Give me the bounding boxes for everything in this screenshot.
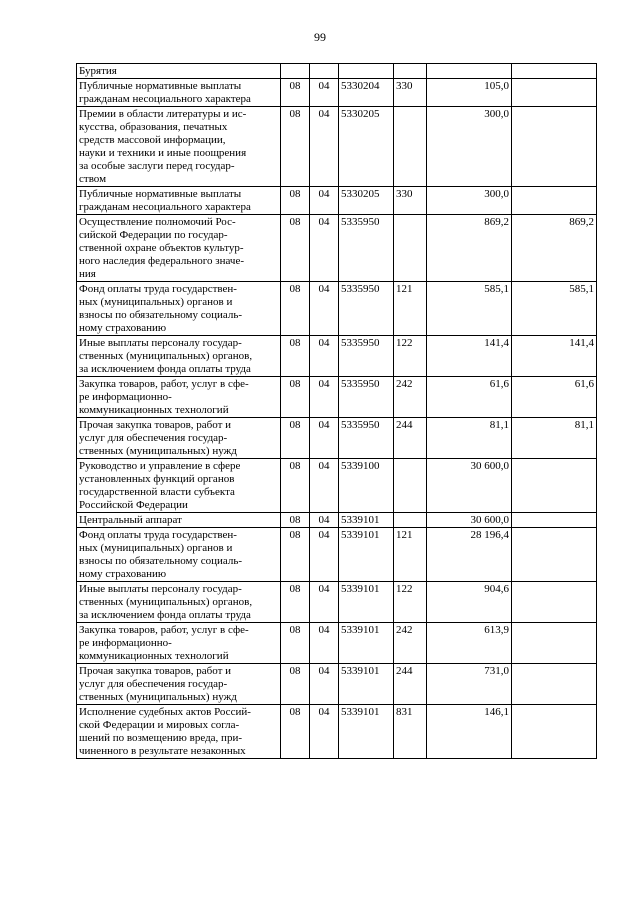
item-name-line: ного наследия федерального значе- — [79, 255, 244, 267]
subsection-code-cell: 04 — [310, 107, 339, 187]
empty-cell — [427, 64, 512, 79]
target-article-cell: 5339101 — [339, 705, 394, 759]
table-row — [77, 187, 597, 215]
delegated-amount-cell — [512, 582, 597, 623]
table-row — [77, 582, 597, 623]
amount-cell: 105,0 — [427, 79, 512, 107]
item-name-cell — [77, 459, 281, 513]
delegated-amount-cell: 61,6 — [512, 377, 597, 418]
target-article-cell: 5330205 — [339, 107, 394, 187]
item-name-line: сийской Федерации по государ- — [79, 229, 228, 241]
item-name-line: ской Федерации и мировых согла- — [79, 719, 240, 731]
item-name-line: гражданам несоциального характера — [79, 93, 251, 105]
expense-type-cell: 122 — [394, 582, 427, 623]
item-name-line: ных (муниципальных) органов и — [79, 542, 233, 554]
table-row — [77, 513, 597, 528]
item-name-cell — [77, 107, 281, 187]
delegated-amount-cell: 585,1 — [512, 282, 597, 336]
item-name-line: взносы по обязательному социаль- — [79, 309, 243, 321]
item-name-line: кусства, образования, печатных — [79, 121, 228, 133]
subsection-code-cell: 04 — [310, 664, 339, 705]
target-article-cell: 5339101 — [339, 528, 394, 582]
delegated-amount-cell — [512, 107, 597, 187]
delegated-amount-cell — [512, 705, 597, 759]
item-name-line: Иные выплаты персоналу государ- — [79, 583, 242, 595]
subsection-code-cell: 04 — [310, 282, 339, 336]
delegated-amount-cell — [512, 664, 597, 705]
item-name-line: Прочая закупка товаров, работ и — [79, 665, 232, 677]
target-article-cell: 5335950 — [339, 377, 394, 418]
table-row — [77, 418, 597, 459]
expense-type-cell: 121 — [394, 528, 427, 582]
amount-cell: 300,0 — [427, 187, 512, 215]
item-name-line: Иные выплаты персоналу государ- — [79, 337, 242, 349]
table-row — [77, 215, 597, 282]
region-name-cell: Бурятия — [77, 64, 281, 79]
amount-cell: 141,4 — [427, 336, 512, 377]
item-name-line: Закупка товаров, работ, услуг в сфе- — [79, 378, 249, 390]
item-name-line: ния — [79, 268, 96, 280]
table-row — [77, 282, 597, 336]
table-row — [77, 664, 597, 705]
table-row — [77, 336, 597, 377]
target-article-cell: 5335950 — [339, 215, 394, 282]
amount-cell: 81,1 — [427, 418, 512, 459]
subsection-code-cell: 04 — [310, 187, 339, 215]
table-row — [77, 107, 597, 187]
item-name-line: взносы по обязательному социаль- — [79, 555, 243, 567]
section-code-cell: 08 — [281, 664, 310, 705]
subsection-code-cell: 04 — [310, 528, 339, 582]
delegated-amount-cell — [512, 528, 597, 582]
target-article-cell: 5335950 — [339, 282, 394, 336]
expense-type-cell — [394, 459, 427, 513]
section-code-cell: 08 — [281, 459, 310, 513]
section-code-cell: 08 — [281, 623, 310, 664]
target-article-cell: 5339101 — [339, 623, 394, 664]
amount-cell: 30 600,0 — [427, 513, 512, 528]
section-code-cell: 08 — [281, 282, 310, 336]
section-code-cell: 08 — [281, 377, 310, 418]
item-name-line: ному страхованию — [79, 322, 167, 334]
item-name-line: коммуникационных технологий — [79, 650, 229, 662]
page-number: 99 — [314, 30, 326, 44]
delegated-amount-cell — [512, 79, 597, 107]
delegated-amount-cell: 81,1 — [512, 418, 597, 459]
section-code-cell: 08 — [281, 418, 310, 459]
budget-table — [76, 63, 597, 759]
delegated-amount-cell — [512, 459, 597, 513]
item-name-line: ственных (муниципальных) нужд — [79, 445, 237, 457]
table-row — [77, 528, 597, 582]
expense-type-cell: 244 — [394, 664, 427, 705]
empty-cell — [281, 64, 310, 79]
item-name-cell — [77, 187, 281, 215]
item-name-line: чиненного в результате незаконных — [79, 745, 246, 757]
expense-type-cell: 242 — [394, 623, 427, 664]
table-row — [77, 377, 597, 418]
item-name-line: Фонд оплаты труда государствен- — [79, 283, 237, 295]
expense-type-cell: 122 — [394, 336, 427, 377]
target-article-cell: 5339101 — [339, 664, 394, 705]
target-article-cell: 5335950 — [339, 418, 394, 459]
item-name-line: Закупка товаров, работ, услуг в сфе- — [79, 624, 249, 636]
item-name-line: Прочая закупка товаров, работ и — [79, 419, 232, 431]
item-name-line: средств массовой информации, — [79, 134, 226, 146]
target-article-cell: 5339101 — [339, 513, 394, 528]
item-name-line: ственных (муниципальных) органов, — [79, 596, 253, 608]
subsection-code-cell: 04 — [310, 459, 339, 513]
item-name-cell — [77, 377, 281, 418]
item-name-cell — [77, 528, 281, 582]
item-name-cell — [77, 582, 281, 623]
item-name-line: ством — [79, 173, 107, 185]
item-name-line: Фонд оплаты труда государствен- — [79, 529, 237, 541]
subsection-code-cell: 04 — [310, 513, 339, 528]
item-name-line: Центральный аппарат — [79, 514, 182, 526]
target-article-cell: 5339100 — [339, 459, 394, 513]
subsection-code-cell: 04 — [310, 336, 339, 377]
section-code-cell: 08 — [281, 215, 310, 282]
subsection-code-cell: 04 — [310, 582, 339, 623]
subsection-code-cell: 04 — [310, 418, 339, 459]
target-article-cell: 5330205 — [339, 187, 394, 215]
item-name-line: коммуникационных технологий — [79, 404, 229, 416]
item-name-cell — [77, 623, 281, 664]
item-name-line: ственных (муниципальных) нужд — [79, 691, 237, 703]
empty-cell — [310, 64, 339, 79]
item-name-line: Премии в области литературы и ис- — [79, 108, 247, 120]
target-article-cell: 5339101 — [339, 582, 394, 623]
item-name-line: ных (муниципальных) органов и — [79, 296, 233, 308]
item-name-cell — [77, 664, 281, 705]
item-name-line: установленных функций органов — [79, 473, 235, 485]
amount-cell: 61,6 — [427, 377, 512, 418]
item-name-cell — [77, 282, 281, 336]
delegated-amount-cell — [512, 187, 597, 215]
table-body — [77, 64, 597, 759]
item-name-line: Исполнение судебных актов Россий- — [79, 706, 251, 718]
section-code-cell: 08 — [281, 107, 310, 187]
item-name-line: ре информационно- — [79, 391, 172, 403]
target-article-cell: 5330204 — [339, 79, 394, 107]
empty-cell — [394, 64, 427, 79]
section-code-cell: 08 — [281, 187, 310, 215]
item-name-line: за особые заслуги перед государ- — [79, 160, 235, 172]
item-name-line: гражданам несоциального характера — [79, 201, 251, 213]
item-name-cell — [77, 215, 281, 282]
item-name-line: ре информационно- — [79, 637, 172, 649]
expense-type-cell: 244 — [394, 418, 427, 459]
item-name-line: ному страхованию — [79, 568, 167, 580]
delegated-amount-cell: 869,2 — [512, 215, 597, 282]
section-code-cell: 08 — [281, 79, 310, 107]
item-name-cell — [77, 79, 281, 107]
section-code-cell: 08 — [281, 582, 310, 623]
amount-cell: 904,6 — [427, 582, 512, 623]
delegated-amount-cell — [512, 623, 597, 664]
amount-cell: 869,2 — [427, 215, 512, 282]
item-name-line: Публичные нормативные выплаты — [79, 80, 242, 92]
amount-cell: 731,0 — [427, 664, 512, 705]
expense-type-cell: 121 — [394, 282, 427, 336]
expense-type-cell: 330 — [394, 187, 427, 215]
item-name-cell — [77, 513, 281, 528]
item-name-line: услуг для обеспечения государ- — [79, 432, 228, 444]
section-code-cell: 08 — [281, 513, 310, 528]
amount-cell: 585,1 — [427, 282, 512, 336]
expense-type-cell: 242 — [394, 377, 427, 418]
expense-type-cell — [394, 513, 427, 528]
target-article-cell: 5335950 — [339, 336, 394, 377]
item-name-line: шений по возмещению вреда, при- — [79, 732, 242, 744]
item-name-line: государственной власти субъекта — [79, 486, 235, 498]
item-name-line: за исключением фонда оплаты труда — [79, 609, 251, 621]
expense-type-cell: 831 — [394, 705, 427, 759]
table-row — [77, 623, 597, 664]
empty-cell — [339, 64, 394, 79]
expense-type-cell — [394, 215, 427, 282]
section-code-cell: 08 — [281, 336, 310, 377]
amount-cell: 146,1 — [427, 705, 512, 759]
table-row — [77, 705, 597, 759]
table-row — [77, 459, 597, 513]
amount-cell: 613,9 — [427, 623, 512, 664]
amount-cell: 30 600,0 — [427, 459, 512, 513]
item-name-line: Руководство и управление в сфере — [79, 460, 241, 472]
item-name-cell — [77, 418, 281, 459]
item-name-line: Осуществление полномочий Рос- — [79, 216, 236, 228]
expense-type-cell — [394, 107, 427, 187]
table-row-region — [77, 64, 597, 79]
subsection-code-cell: 04 — [310, 215, 339, 282]
section-code-cell: 08 — [281, 705, 310, 759]
table-row — [77, 79, 597, 107]
item-name-line: науки и техники и иные поощрения — [79, 147, 247, 159]
amount-cell: 300,0 — [427, 107, 512, 187]
section-code-cell: 08 — [281, 528, 310, 582]
empty-cell — [512, 64, 597, 79]
item-name-line: ственных (муниципальных) органов, — [79, 350, 253, 362]
expense-type-cell: 330 — [394, 79, 427, 107]
item-name-line: Российской Федерации — [79, 499, 188, 511]
delegated-amount-cell — [512, 513, 597, 528]
item-name-cell — [77, 336, 281, 377]
item-name-line: ственной охране объектов культур- — [79, 242, 244, 254]
subsection-code-cell: 04 — [310, 79, 339, 107]
item-name-line: услуг для обеспечения государ- — [79, 678, 228, 690]
delegated-amount-cell: 141,4 — [512, 336, 597, 377]
item-name-cell — [77, 705, 281, 759]
subsection-code-cell: 04 — [310, 377, 339, 418]
item-name-line: Публичные нормативные выплаты — [79, 188, 242, 200]
amount-cell: 28 196,4 — [427, 528, 512, 582]
subsection-code-cell: 04 — [310, 623, 339, 664]
item-name-line: за исключением фонда оплаты труда — [79, 363, 251, 375]
subsection-code-cell: 04 — [310, 705, 339, 759]
